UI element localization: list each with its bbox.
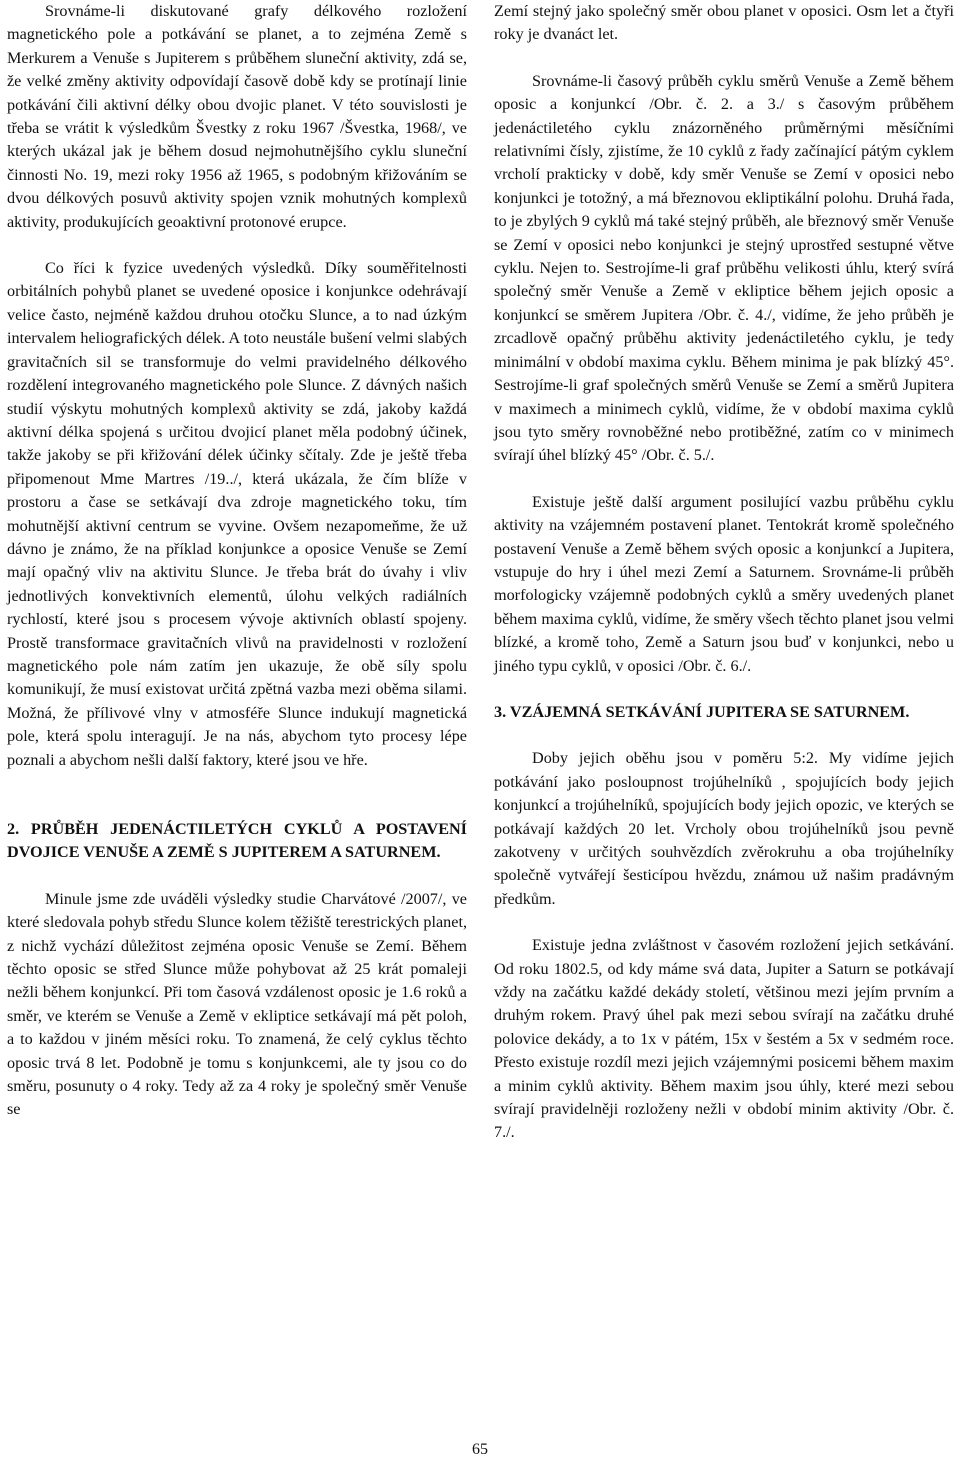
- heading-spacer: [494, 724, 954, 747]
- paragraph-4: Srovnáme-li časový průběh cyklu směrů Venuše a Země během oposic a konjunkcí /Obr. č. 2. a 3./ s časovým průběhem jedenáctiletého cyklu znázorněného průměrnými měsíčními relativními čísly, zjistíme, že 10 cyklů z řady začínající pátým cyklem vrcholí prakticky v době, kdy směr Venuše se Zemí v oposici nebo konjunkci je totožný, a má březnovou ekliptikální polohu. Druhá řada, to je zbylých 9 cyklů má také stejný průběh, ale březnový směr Venuše se Zemí v oposici nebo konjunkci je stejný uprostřed sestupné větve cyklu. Nejen to. Sestrojíme-li graf průběhu velikosti úhlu, který svírá společný směr Venuše a Země v ekliptice během jejich oposic a konjunkcí se směrem Jupitera /Obr. č. 4./, vidíme, že jeho průběh je zrcadlově opačný průběhu aktivity jedenáctiletého cyklu, je tedy minimální v období maxima cyklu. Během minima je pak blízký 45°. Sestrojíme-li graf společných směrů Venuše se Zemí a směrů Jupitera v maximech a minimech cyklů, vidíme, že v období maxima cyklů jsou tyto směry rovnoběžné nebo protiběžné, zatím co v minimech svírají úhel blízký 45° /Obr. č. 5./.: [494, 71, 954, 465]
- paragraph-3-continued: Zemí stejný jako společný směr obou planet v oposici. Osm let a čtyři roky je dvanáct let.: [494, 2, 954, 44]
- paragraph-5: Existuje ještě další argument posilující vazbu průběhu cyklu aktivity na vzájemném postavení planet. Tentokrát kromě společného postavení Venuše a Země během svých oposic a konjunkcí a Jupitera, vstupuje do hry i úhel mezi Zemí a Saturnem. Srovnáme-li průběh morfologicky vzájemně podobných cyklů a směry uvedených planet během maxima cyklů, vidíme, že směry všech těchto planet jsou velmi blízké, a kromě toho, Země a Saturn jsou buď v konjunkci, nebo u jiného typu cyklů, v oposici /Obr. č. 6./.: [494, 492, 954, 675]
- paragraph-spacer: [494, 468, 954, 491]
- section-spacer: [494, 678, 954, 701]
- section-heading-2: 2. PRŮBĚH JEDENÁCTILETÝCH CYKLŮ A POSTAVENÍ DVOJICE VENUŠE A ZEMĚ S JUPITEREM A SATURNEM.: [7, 820, 467, 862]
- paragraph-7: Existuje jedna zvláštnost v časovém rozložení jejich setkávání. Od roku 1802.5, od kdy máme svá data, Jupiter a Saturn se potkávají vždy na začátku každé dekády století, většinou mezi jejím prvním a druhým rokem. Pravý úhel pak mezi sebou svírají na začátku druhé polovice dekády, a to 1x v pátém, 15x v šestém a 5x v sedmém roce. Přesto existuje rozdíl mezi jejich vzájemnými posicemi během maxim a minim cyklů aktivity. Během maxim jsou úhly, které mezi sebou svírají pravidelněji rozloženy nežli v období minim aktivity /Obr. č. 7./.: [494, 936, 954, 1142]
- heading-spacer: [7, 865, 467, 888]
- section-spacer: [7, 772, 467, 818]
- paragraph-spacer: [494, 911, 954, 934]
- paragraph-spacer: [7, 234, 467, 257]
- left-column: [7, 0, 467, 1122]
- paragraph-spacer: [494, 47, 954, 70]
- page-number: 65: [472, 1441, 488, 1458]
- paragraph-6: Doby jejich oběhu jsou v poměru 5:2. My vidíme jejich potkávání jako posloupnost trojúhelníků , spojujících body jejich konjunkcí a trojúhelníků, spojujících body jejich opozic, ve kterých se potkávají každých 20 let. Vrcholy obou trojúhelníků jsou pevně zakotveny v určitých souhvězdích zvěrokruhu a oba trojúhelníky společně vytvářejí šesticípou hvězdu, známou už našim pradávným předkům.: [494, 749, 954, 908]
- paragraph-3: Minule jsme zde uváděli výsledky studie Charvátové /2007/, ve které sledovala pohyb středu Slunce kolem těžiště terestrických planet, z nichž vychází důležitost zejména oposic Venuše se Zemí. Během těchto oposic se střed Slunce může pohybovat až 25 krát pomaleji nežli během konjunkcí. Při tom časová vzdálenost oposic je 1.6 roků a směr, ve kterém se Venuše a Země v ekliptice setkávají má pět poloh, a to každou v jiném měsíci roku. To znamená, že celý cyklus těchto oposic trvá 8 let. Podobně je tomu s konjunkcemi, ale ty jsou co do směru, posunuty o 4 roky. Tedy až za 4 roky je společný směr Venuše se: [7, 889, 467, 1119]
- paragraph-1: Srovnáme-li diskutované grafy délkového rozložení magnetického pole a potkávání se planet, a to zejména Země s Merkurem a Venuše s Jupiterem s průběhem sluneční aktivity, zdá se, že velké změny aktivity odpovídají časově době kdy se protínají linie potkávání čili aktivní délky obou dvojic planet. V této souvislosti je třeba se vrátit k výsledkům Švestky z roku 1967 /Švestka, 1968/, ve kterých ukázal jak je během dosud nejmohutnějšího cyklu sluneční činnosti No. 19, mezi roky 1956 až 1965, s podobným křižováním se dvou délkových posuvů aktivity spojen vznik mohutných komplexů aktivity, produkujících geoaktivní protonové erupce.: [7, 2, 467, 231]
- section-heading-3: 3. VZÁJEMNÁ SETKÁVÁNÍ JUPITERA SE SATURNEM.: [494, 702, 910, 721]
- paragraph-2: Co říci k fyzice uvedených výsledků. Díky souměřitelnosti orbitálních pohybů planet se uvedené oposice i konjunkce odehrávají velice často, nejméně každou druhou otočku Slunce, a to nad úzkým intervalem heliografických délek. A toto neustále bušení velmi slabých gravitačních sil se transformuje do velmi pravidelného délkového rozdělení integrovaného magnetického pole Slunce. Z dávných našich studií výskytu mohutných komplexů aktivity se zdá, jakoby každá aktivní délka spojená s určitou dvojicí planet měla podobný účinek, takže jakoby se při křižování délek účinky sčítaly. Zde je ještě třeba připomenout Mme Martres /19../, která ukázala, že čím blíže v prostoru a čase se setkávají dva zdroje magnetického toku, tím mohutnější aktivní centrum se vyvine. Ovšem nezapomeňme, že už dávno je známo, že na příklad konjunkce a oposice Venuše se Zemí mají opačný vliv na aktivitu Slunce. Je třeba brát do úvahy i vliv jednotlivých konvektivních elementů, úlohu velkých radiálních rychlostí, které jsou s procesem vývoje aktivních oblastí spojeny. Prostě transformace gravitačních vlivů na pravidelnosti v rozložení magnetického pole nám zatím jen ukazuje, že obě síly spolu komunikují, že musí existovat určitá zpětná vazba mezi oběma silami. Možná, že přílivové vlny v atmosféře Slunce indukují magnetická pole, která spolu interagují. Je na nás, abychom tyto procesy lépe poznali a abychom nešli další faktory, které jsou ve hře.: [7, 259, 467, 769]
- right-column: [494, 0, 954, 1145]
